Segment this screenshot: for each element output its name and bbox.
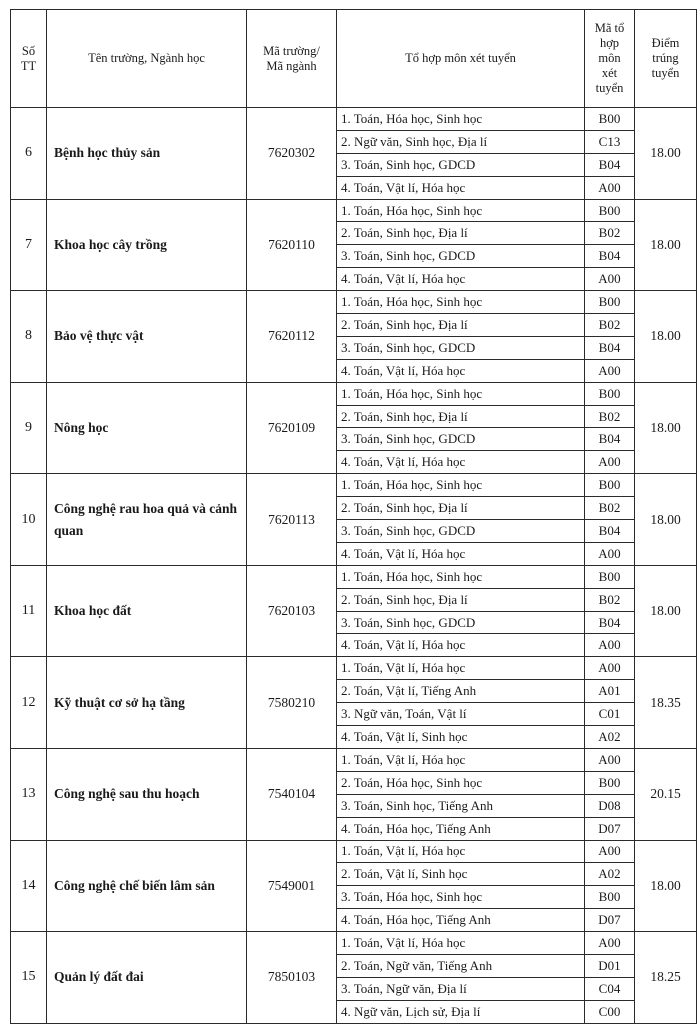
subject-combination: 1. Toán, Vật lí, Hóa học bbox=[337, 840, 585, 863]
admission-score: 20.15 bbox=[635, 748, 697, 840]
subject-combination: 2. Toán, Vật lí, Tiếng Anh bbox=[337, 680, 585, 703]
table-row bbox=[11, 932, 697, 955]
table-row bbox=[11, 199, 697, 222]
subject-combination: 4. Toán, Vật lí, Hóa học bbox=[337, 359, 585, 382]
combination-code: D08 bbox=[585, 794, 635, 817]
major-code: 7620109 bbox=[247, 382, 337, 474]
combination-code: A00 bbox=[585, 634, 635, 657]
subject-combination: 4. Toán, Hóa học, Tiếng Anh bbox=[337, 817, 585, 840]
subject-combination: 2. Toán, Sinh học, Địa lí bbox=[337, 497, 585, 520]
header-stt: Số TT bbox=[11, 10, 47, 108]
table-row bbox=[11, 382, 697, 405]
subject-combination: 4. Toán, Vật lí, Hóa học bbox=[337, 176, 585, 199]
subject-combination: 3. Toán, Ngữ văn, Địa lí bbox=[337, 977, 585, 1000]
major-name: Khoa học đất bbox=[47, 565, 247, 657]
combination-code: B04 bbox=[585, 153, 635, 176]
combination-code: A01 bbox=[585, 680, 635, 703]
row-number: 8 bbox=[11, 291, 47, 383]
combination-code: A00 bbox=[585, 840, 635, 863]
subject-combination: 1. Toán, Hóa học, Sinh học bbox=[337, 382, 585, 405]
header-major-code: Mã trường/ Mã ngành bbox=[247, 10, 337, 108]
major-code: 7549001 bbox=[247, 840, 337, 932]
admission-score: 18.00 bbox=[635, 108, 697, 200]
subject-combination: 1. Toán, Hóa học, Sinh học bbox=[337, 108, 585, 131]
admission-score: 18.00 bbox=[635, 199, 697, 291]
combination-code: D01 bbox=[585, 954, 635, 977]
row-number: 12 bbox=[11, 657, 47, 749]
combination-code: A00 bbox=[585, 176, 635, 199]
row-number: 9 bbox=[11, 382, 47, 474]
combination-code: A00 bbox=[585, 359, 635, 382]
admission-score: 18.35 bbox=[635, 657, 697, 749]
subject-combination: 4. Toán, Hóa học, Tiếng Anh bbox=[337, 909, 585, 932]
table-row bbox=[11, 840, 697, 863]
major-name: Nông học bbox=[47, 382, 247, 474]
combination-code: C13 bbox=[585, 130, 635, 153]
combination-code: C00 bbox=[585, 1000, 635, 1023]
row-number: 15 bbox=[11, 932, 47, 1024]
major-code: 7580210 bbox=[247, 657, 337, 749]
table-row bbox=[11, 657, 697, 680]
subject-combination: 1. Toán, Hóa học, Sinh học bbox=[337, 291, 585, 314]
combination-code: B04 bbox=[585, 245, 635, 268]
row-number: 7 bbox=[11, 199, 47, 291]
combination-code: D07 bbox=[585, 909, 635, 932]
subject-combination: 2. Toán, Sinh học, Địa lí bbox=[337, 588, 585, 611]
subject-combination: 3. Toán, Sinh học, Tiếng Anh bbox=[337, 794, 585, 817]
subject-combination: 4. Toán, Vật lí, Hóa học bbox=[337, 542, 585, 565]
major-code: 7620110 bbox=[247, 199, 337, 291]
major-name: Công nghệ rau hoa quả và cảnh quan bbox=[47, 474, 247, 566]
row-number: 14 bbox=[11, 840, 47, 932]
major-name: Khoa học cây trồng bbox=[47, 199, 247, 291]
subject-combination: 2. Toán, Sinh học, Địa lí bbox=[337, 314, 585, 337]
combination-code: A02 bbox=[585, 726, 635, 749]
major-code: 7620302 bbox=[247, 108, 337, 200]
header-combination-code: Mã tổ hợp môn xét tuyển bbox=[585, 10, 635, 108]
admission-score: 18.25 bbox=[635, 932, 697, 1024]
combination-code: A00 bbox=[585, 657, 635, 680]
combination-code: B04 bbox=[585, 336, 635, 359]
subject-combination: 4. Toán, Vật lí, Hóa học bbox=[337, 634, 585, 657]
admission-score: 18.00 bbox=[635, 565, 697, 657]
subject-combination: 1. Toán, Vật lí, Hóa học bbox=[337, 657, 585, 680]
subject-combination: 3. Toán, Sinh học, GDCD bbox=[337, 428, 585, 451]
subject-combination: 4. Toán, Vật lí, Sinh học bbox=[337, 726, 585, 749]
subject-combination: 1. Toán, Hóa học, Sinh học bbox=[337, 565, 585, 588]
combination-code: A00 bbox=[585, 932, 635, 955]
subject-combination: 4. Toán, Vật lí, Hóa học bbox=[337, 451, 585, 474]
subject-combination: 3. Toán, Hóa học, Sinh học bbox=[337, 886, 585, 909]
subject-combination: 1. Toán, Hóa học, Sinh học bbox=[337, 199, 585, 222]
combination-code: B02 bbox=[585, 222, 635, 245]
combination-code: B00 bbox=[585, 565, 635, 588]
combination-code: B00 bbox=[585, 886, 635, 909]
combination-code: B00 bbox=[585, 474, 635, 497]
subject-combination: 3. Ngữ văn, Toán, Vật lí bbox=[337, 703, 585, 726]
header-admission-score: Điểm trúng tuyển bbox=[635, 10, 697, 108]
combination-code: B02 bbox=[585, 314, 635, 337]
row-number: 10 bbox=[11, 474, 47, 566]
subject-combination: 2. Toán, Sinh học, Địa lí bbox=[337, 405, 585, 428]
combination-code: C04 bbox=[585, 977, 635, 1000]
major-name: Công nghệ sau thu hoạch bbox=[47, 748, 247, 840]
table-row bbox=[11, 291, 697, 314]
subject-combination: 3. Toán, Sinh học, GDCD bbox=[337, 520, 585, 543]
table-row bbox=[11, 474, 697, 497]
table-row bbox=[11, 748, 697, 771]
combination-code: B00 bbox=[585, 199, 635, 222]
combination-code: A00 bbox=[585, 451, 635, 474]
combination-code: B02 bbox=[585, 588, 635, 611]
table-header-row bbox=[11, 10, 697, 108]
combination-code: C01 bbox=[585, 703, 635, 726]
major-name: Bảo vệ thực vật bbox=[47, 291, 247, 383]
major-name: Quản lý đất đai bbox=[47, 932, 247, 1024]
combination-code: B00 bbox=[585, 382, 635, 405]
table-row bbox=[11, 565, 697, 588]
subject-combination: 2. Toán, Hóa học, Sinh học bbox=[337, 771, 585, 794]
combination-code: B04 bbox=[585, 520, 635, 543]
subject-combination: 3. Toán, Sinh học, GDCD bbox=[337, 245, 585, 268]
admission-score: 18.00 bbox=[635, 840, 697, 932]
major-name: Kỹ thuật cơ sở hạ tầng bbox=[47, 657, 247, 749]
combination-code: B02 bbox=[585, 405, 635, 428]
combination-code: A00 bbox=[585, 542, 635, 565]
table-row bbox=[11, 108, 697, 131]
combination-code: B00 bbox=[585, 108, 635, 131]
major-code: 7540104 bbox=[247, 748, 337, 840]
admission-score: 18.00 bbox=[635, 291, 697, 383]
row-number: 6 bbox=[11, 108, 47, 200]
combination-code: B04 bbox=[585, 611, 635, 634]
table-body bbox=[11, 108, 697, 1024]
admission-score: 18.00 bbox=[635, 474, 697, 566]
major-name: Bệnh học thủy sản bbox=[47, 108, 247, 200]
admission-document bbox=[10, 9, 696, 1019]
subject-combination: 2. Toán, Vật lí, Sinh học bbox=[337, 863, 585, 886]
row-number: 11 bbox=[11, 565, 47, 657]
header-subject-combination: Tổ hợp môn xét tuyển bbox=[337, 10, 585, 108]
subject-combination: 2. Toán, Sinh học, Địa lí bbox=[337, 222, 585, 245]
combination-code: A00 bbox=[585, 748, 635, 771]
subject-combination: 3. Toán, Sinh học, GDCD bbox=[337, 611, 585, 634]
admission-score: 18.00 bbox=[635, 382, 697, 474]
subject-combination: 1. Toán, Vật lí, Hóa học bbox=[337, 748, 585, 771]
subject-combination: 1. Toán, Hóa học, Sinh học bbox=[337, 474, 585, 497]
row-number: 13 bbox=[11, 748, 47, 840]
major-name: Công nghệ chế biến lâm sản bbox=[47, 840, 247, 932]
combination-code: A02 bbox=[585, 863, 635, 886]
major-code: 7620113 bbox=[247, 474, 337, 566]
subject-combination: 3. Toán, Sinh học, GDCD bbox=[337, 336, 585, 359]
subject-combination: 4. Toán, Vật lí, Hóa học bbox=[337, 268, 585, 291]
combination-code: B04 bbox=[585, 428, 635, 451]
subject-combination: 4. Ngữ văn, Lịch sử, Địa lí bbox=[337, 1000, 585, 1023]
header-major-name: Tên trường, Ngành học bbox=[47, 10, 247, 108]
major-code: 7620112 bbox=[247, 291, 337, 383]
subject-combination: 2. Toán, Ngữ văn, Tiếng Anh bbox=[337, 954, 585, 977]
major-code: 7620103 bbox=[247, 565, 337, 657]
subject-combination: 3. Toán, Sinh học, GDCD bbox=[337, 153, 585, 176]
combination-code: A00 bbox=[585, 268, 635, 291]
combination-code: B02 bbox=[585, 497, 635, 520]
combination-code: D07 bbox=[585, 817, 635, 840]
major-code: 7850103 bbox=[247, 932, 337, 1024]
subject-combination: 1. Toán, Vật lí, Hóa học bbox=[337, 932, 585, 955]
combination-code: B00 bbox=[585, 291, 635, 314]
subject-combination: 2. Ngữ văn, Sinh học, Địa lí bbox=[337, 130, 585, 153]
combination-code: B00 bbox=[585, 771, 635, 794]
admission-score-table bbox=[10, 9, 697, 1024]
